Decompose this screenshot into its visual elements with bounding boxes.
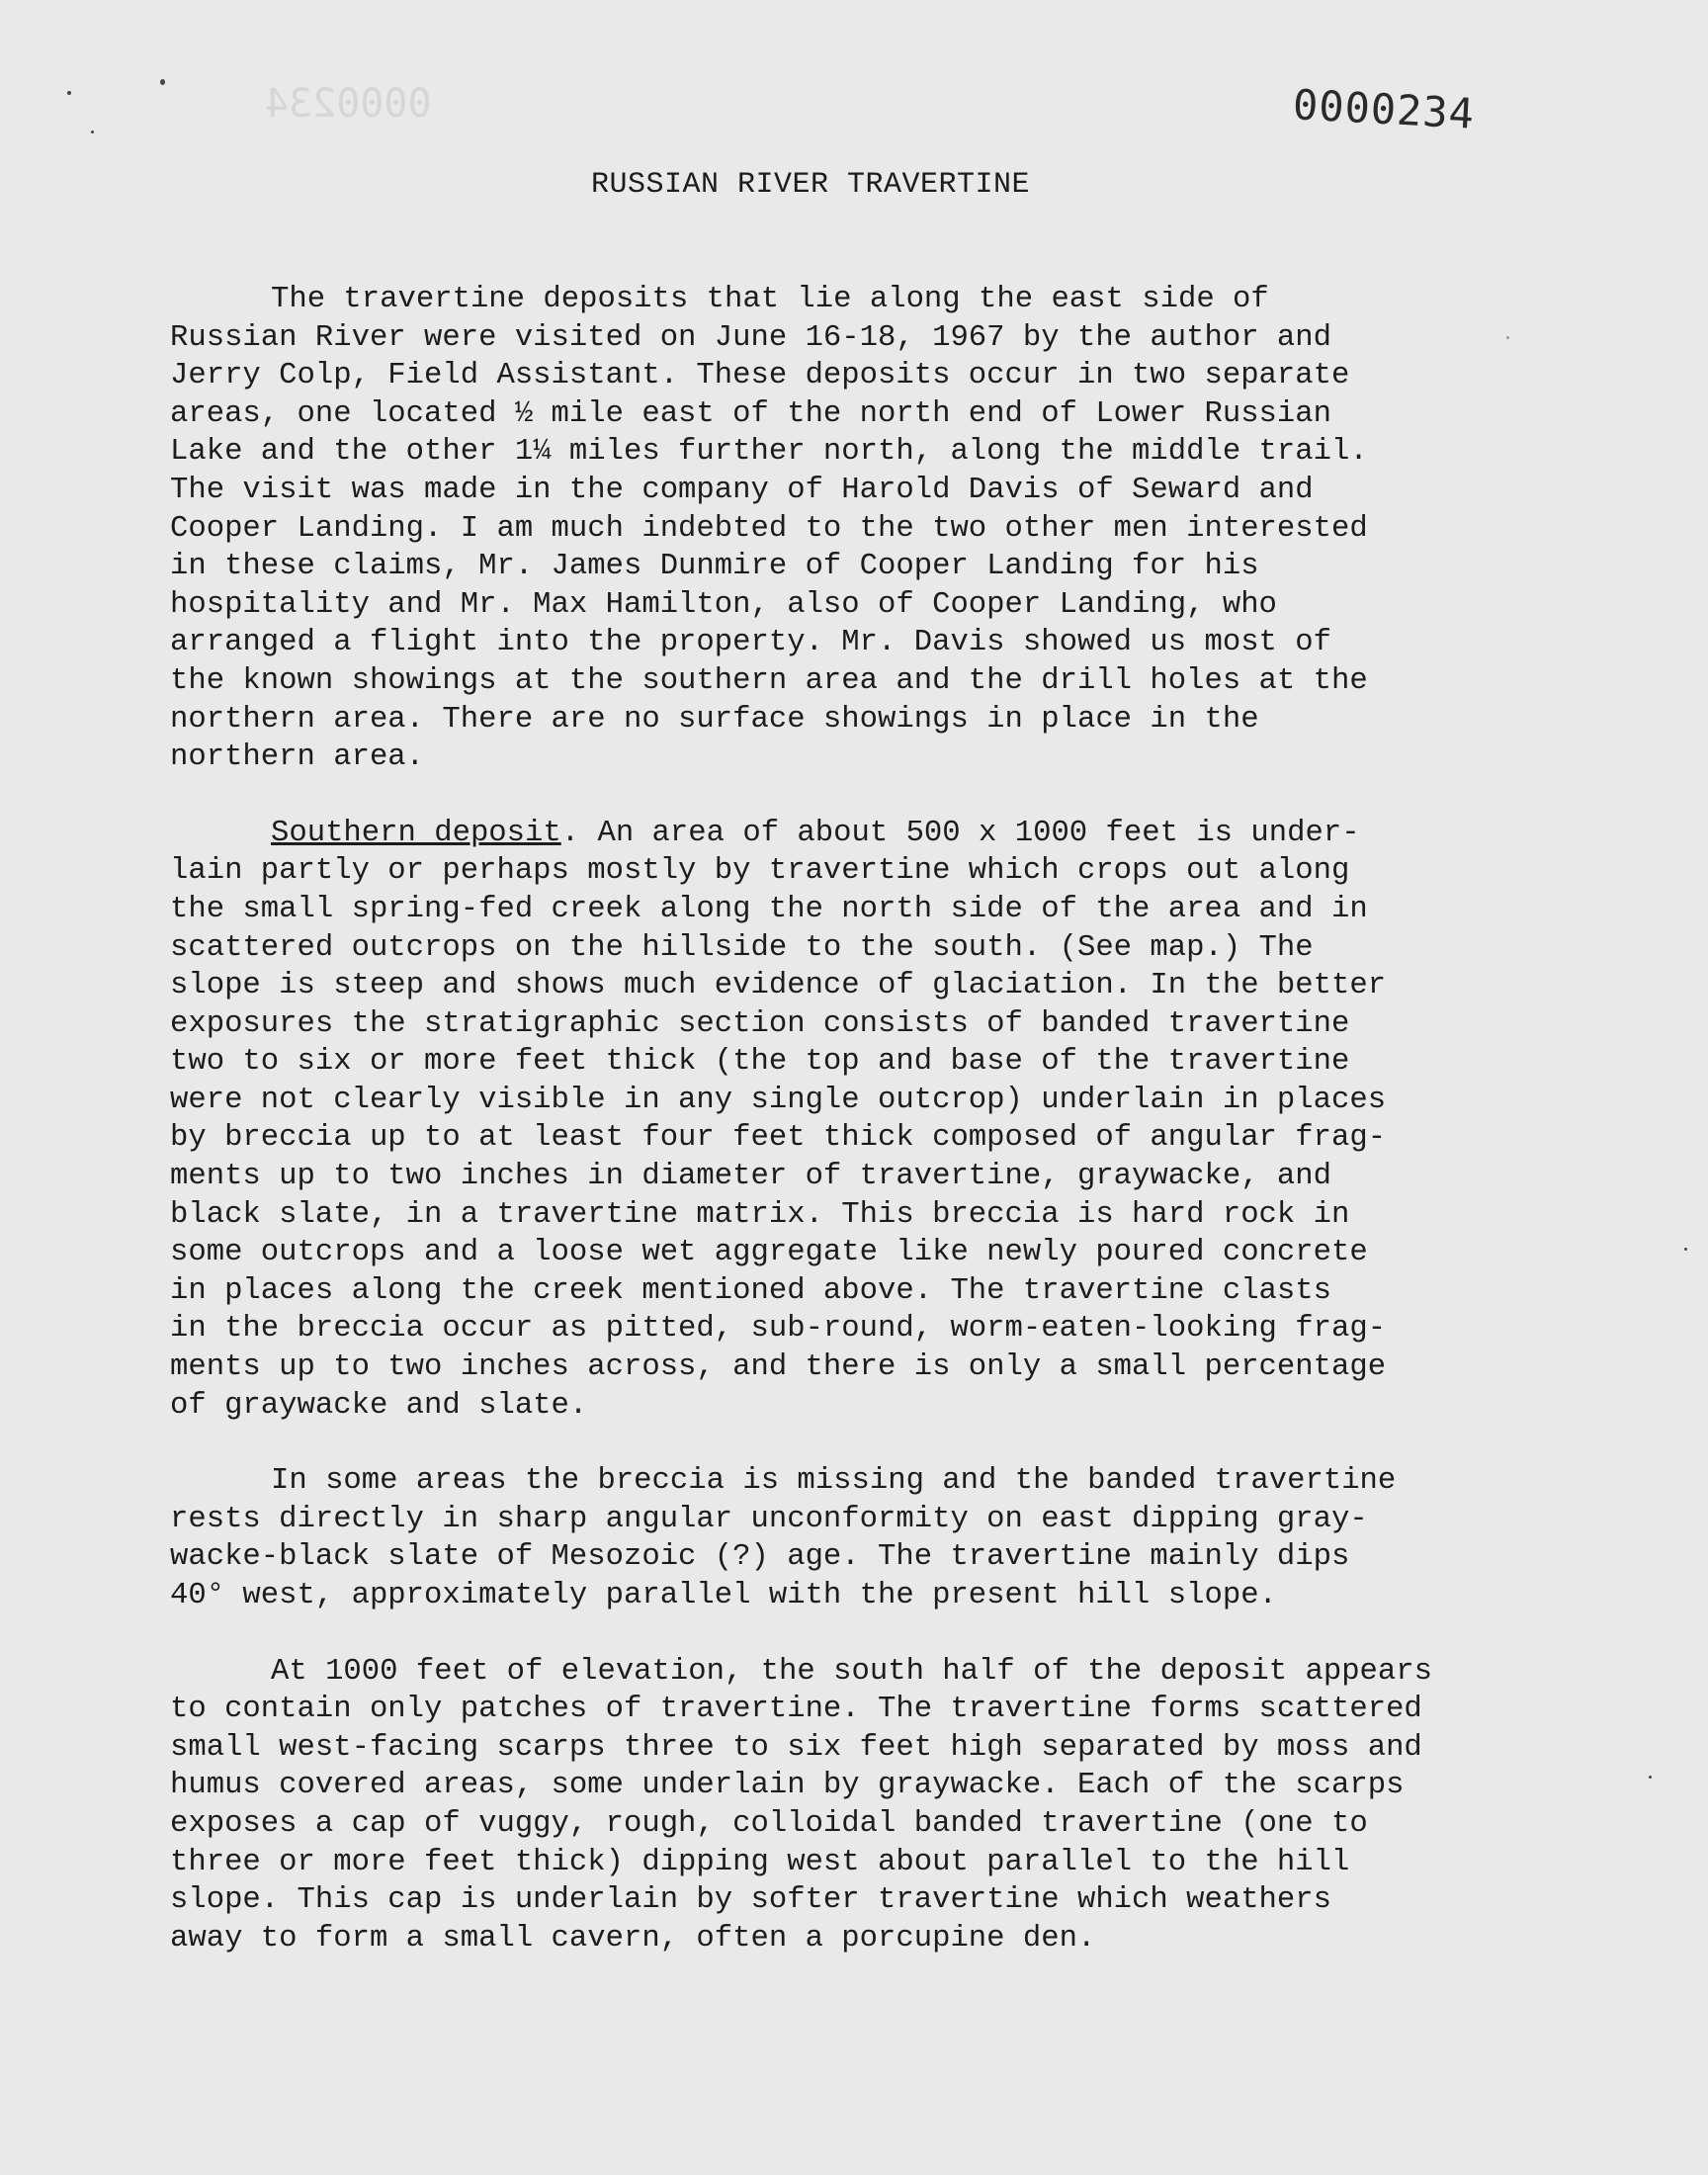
paragraph-breccia-missing: [170, 1462, 1574, 1614]
paragraph-text: The travertine deposits that lie along the east side of Russian River were visited on June 16-18, 1967 by the author and Jerry Colp, Field Assistant. These deposits occur in two separate areas, one located ½ mile east of the north end of Lower Russian Lake and the other 1¼ miles further north, along the middle trail. The visit was made in the company of Harold Davis of Seward and Cooper Landing. I am much indebted to the two other men interested in these claims, Mr. James Dunmire of Cooper Landing for his hospitality and Mr. Max Hamilton, also of Cooper Landing, who arranged a flight into the property. Mr. Davis showed us most of the known showings at the southern area and the drill holes at the northern area. There are no surface showings in place in the northern area.: [170, 283, 1368, 775]
bleed-through-number: 0000234: [265, 81, 432, 127]
paragraph-intro: [170, 281, 1574, 777]
scan-speck: [160, 79, 165, 85]
paragraph-elevation: [170, 1653, 1574, 1958]
scan-speck: [67, 91, 71, 95]
document-body: [170, 281, 1574, 1995]
scan-speck: [1649, 1776, 1652, 1779]
section-heading-southern-deposit: Southern deposit: [271, 816, 561, 850]
page-number-stamp: 0000234: [1291, 80, 1477, 138]
paragraph-text: At 1000 feet of elevation, the south half of the deposit appears to contain only patches of travertine. The travertine forms scattered small west-facing scarps three to six feet high separated by moss and humus covered areas, some underlain by graywacke. Each of the scarps exposes a cap of vuggy, rough, colloidal banded travertine (one to three or more feet thick) dipping west about parallel to the hill slope. This cap is underlain by softer travertine which weathers away to form a small cavern, often a porcupine den.: [170, 1654, 1432, 1956]
scan-speck: [91, 130, 94, 133]
document-title: RUSSIAN RIVER TRAVERTINE: [590, 168, 1031, 202]
paragraph-text: In some areas the breccia is missing and the banded travertine rests directly in sharp angular unconformity on east dipping gray- wacke-black slate of Mesozoic (?) age. The travertine mainly dips 40° west, approximately parallel with the present hill slope.: [170, 1464, 1397, 1612]
scan-speck: [1506, 336, 1509, 339]
paragraph-text: . An area of about 500 x 1000 feet is under- lain partly or perhaps mostly by travertine which crops out along the small spring-fed creek along the north side of the area and in scattered outcrops on the hillside to the south. (See map.) The slope is steep and shows much evidence of glaciation. In the better exposures the stratigraphic section consists of banded travertine two to six or more feet thick (the top and base of the travertine were not clearly visible in any single outcrop) underlain in places by breccia up to at least four feet thick composed of angular frag- ments up to two inches in diameter of travertine, graywacke, and black slate, in a travertine matrix. This breccia is hard rock in some outcrops and a loose wet aggregate like newly poured concrete in places along the creek mentioned above. The travertine clasts in the breccia occur as pitted, sub-round, worm-eaten-looking frag- ments up to two inches across, and there is only a small percentage of graywacke and slate.: [170, 816, 1387, 1423]
scan-speck: [1684, 1248, 1687, 1251]
paragraph-southern-deposit: [170, 815, 1574, 1426]
